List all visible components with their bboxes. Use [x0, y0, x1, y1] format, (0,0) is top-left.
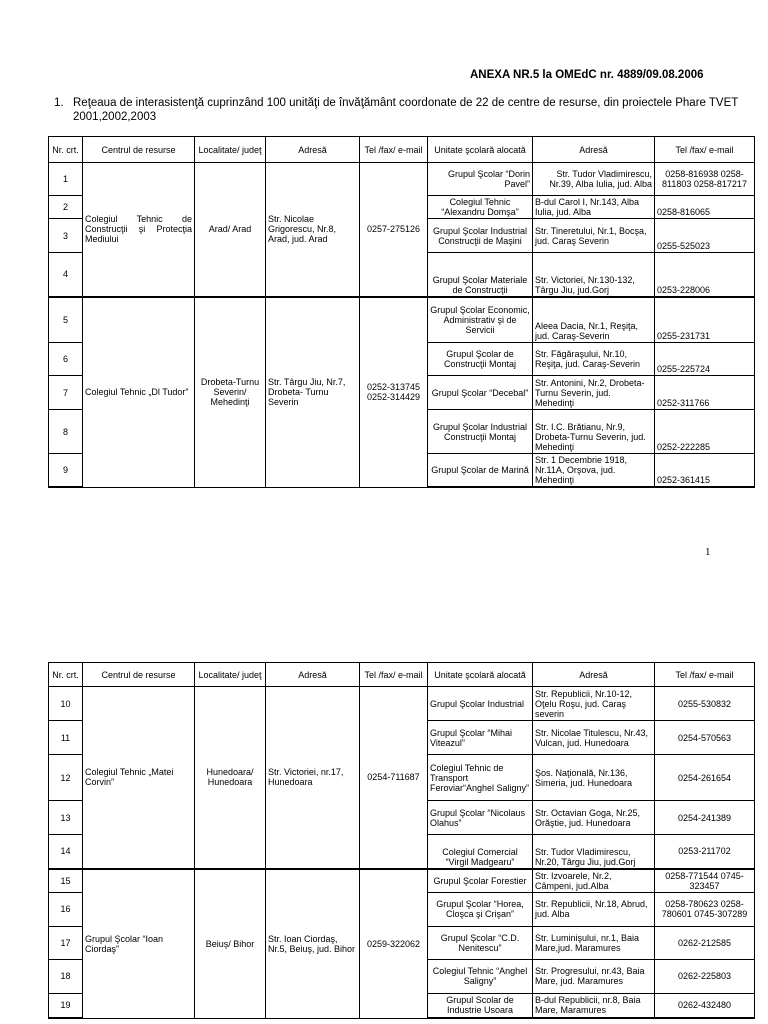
- resource-center: Grupul Şcolar “Ioan Ciordaş”: [83, 869, 195, 1019]
- school-unit: Colegiul Comercial “Virgil Madgearu”: [428, 835, 533, 869]
- school-address: Str. Octavian Goga, Nr.25, Orăştie, jud. Hunedoara: [533, 801, 655, 835]
- school-unit: Grupul Şcolar Industrial Construcţii de Maşini: [428, 219, 533, 253]
- resource-address: Str. Târgu Jiu, Nr.7, Drobeta- Turnu Severin: [266, 297, 360, 488]
- header-tel: Tel /fax/ e-mail: [360, 663, 428, 687]
- school-phone: 0252-222285: [655, 410, 755, 454]
- header-adresa-unitate: Adresă: [533, 663, 655, 687]
- school-address: B-dul Republicii, nr.8, Baia Mare, Maramures: [533, 993, 655, 1018]
- resource-phone: 0257-275126: [360, 163, 428, 297]
- school-unit: Grupul Şcolar “Nicolaus Olahus”: [428, 801, 533, 835]
- resource-network-table-2: [48, 662, 755, 1019]
- row-nr: 8: [49, 410, 83, 454]
- school-address: B-dul Carol I, Nr.143, Alba Iulia, jud. Alba: [533, 196, 655, 219]
- school-unit: Grupul Şcolar Forestier: [428, 869, 533, 893]
- school-address: Str. Antonini, Nr.2, Drobeta-Turnu Severin, jud. Mehedinţi: [533, 376, 655, 410]
- school-address: Str. Luminişului, nr.1, Baia Mare,jud. Maramures: [533, 926, 655, 959]
- school-unit: Colegiul Tehnic de Transport Feroviar“Anghel Saligny”: [428, 755, 533, 801]
- school-unit: Grupul Şcolar de Construcţii Montaj: [428, 343, 533, 376]
- row-nr: 16: [49, 892, 83, 926]
- row-nr: 10: [49, 687, 83, 721]
- school-address: Str. Nicolae Titulescu, Nr.43, Vulcan, jud. Hunedoara: [533, 721, 655, 755]
- header-tel-unitate: Tel /fax/ e-mail: [655, 137, 755, 163]
- header-adresa-unitate: Adresă: [533, 137, 655, 163]
- header-adresa: Adresă: [266, 137, 360, 163]
- school-phone: 0254-570563: [655, 721, 755, 755]
- table-header-row: [49, 137, 755, 163]
- school-unit: Grupul Şcolar “Mihai Viteazul”: [428, 721, 533, 755]
- row-nr: 6: [49, 343, 83, 376]
- row-nr: 1: [49, 163, 83, 196]
- resource-address: Str. Ioan Ciordaş, Nr.5, Beiuş, jud. Bihor: [266, 869, 360, 1019]
- school-address: Str. Republicii, Nr.10-12, Oţelu Roşu, jud. Caraş severin: [533, 687, 655, 721]
- resource-locality: Arad/ Arad: [195, 163, 266, 297]
- school-phone: 0255-231731: [655, 297, 755, 343]
- school-phone: 0258-771544 0745-323457: [655, 869, 755, 893]
- school-unit: Grupul Şcolar “Decebal”: [428, 376, 533, 410]
- school-phone: 0258-780623 0258-780601 0745-307289: [655, 892, 755, 926]
- school-phone: 0262-212585: [655, 926, 755, 959]
- school-unit: Colegiul Tehnic “Alexandru Domşa”: [428, 196, 533, 219]
- row-nr: 11: [49, 721, 83, 755]
- school-phone: 0262-225803: [655, 959, 755, 993]
- school-address: Str. Izvoarele, Nr.2, Câmpeni, jud.Alba: [533, 869, 655, 893]
- school-phone: 0254-241389: [655, 801, 755, 835]
- resource-locality: Drobeta-Turnu Severin/ Mehedinţi: [195, 297, 266, 488]
- school-unit: Grupul Şcolar “C.D. Nenitescu”: [428, 926, 533, 959]
- school-phone: 0252-361415: [655, 454, 755, 488]
- school-phone: 0253-228006: [655, 253, 755, 297]
- table-row: [49, 297, 755, 343]
- resource-phone: 0254-711687: [360, 687, 428, 869]
- school-unit: Grupul Şcolar “Horea, Cloşca şi Crişan”: [428, 892, 533, 926]
- row-nr: 14: [49, 835, 83, 869]
- school-unit: Grupul Şcolar “Dorin Pavel”: [428, 163, 533, 196]
- resource-center: Colegiul Tehnic „Dl Tudor”: [83, 297, 195, 488]
- annex-title: ANEXA NR.5 la OMEdC nr. 4889/09.08.2006: [470, 69, 704, 81]
- header-localitate: Localitate/ judeţ: [195, 663, 266, 687]
- school-address: Str. Progresului, nr.43, Baia Mare, jud. Maramures: [533, 959, 655, 993]
- page-number: 1: [705, 546, 711, 558]
- resource-network-table-1: [48, 136, 755, 488]
- intro-paragraph: [54, 96, 744, 124]
- resource-address: Str. Nicolae Grigorescu, Nr.8, Arad, jud. Arad: [266, 163, 360, 297]
- school-unit: Grupul Şcolar de Marină: [428, 454, 533, 488]
- school-phone: 0252-311766: [655, 376, 755, 410]
- header-localitate: Localitate/ judeţ: [195, 137, 266, 163]
- table-row: [49, 163, 755, 196]
- school-address: Str. Republicii, Nr.18, Abrud, jud. Alba: [533, 892, 655, 926]
- header-adresa: Adresă: [266, 663, 360, 687]
- resource-phone: 0259-322062: [360, 869, 428, 1019]
- header-nr: Nr. crt.: [49, 663, 83, 687]
- school-address: Aleea Dacia, Nr.1, Reşiţa, jud. Caraş-Severin: [533, 297, 655, 343]
- school-phone: 0254-261654: [655, 755, 755, 801]
- row-nr: 7: [49, 376, 83, 410]
- header-unitate: Unitate şcolară alocată: [428, 137, 533, 163]
- school-phone: 0258-816938 0258-811803 0258-817217: [655, 163, 755, 196]
- school-phone: 0253-211702: [655, 835, 755, 869]
- table-row: [49, 687, 755, 721]
- header-nr: Nr. crt.: [49, 137, 83, 163]
- header-unitate: Unitate şcolară alocată: [428, 663, 533, 687]
- school-address: Str. Tudor Vladimirescu, Nr.39, Alba Iulia, jud. Alba: [533, 163, 655, 196]
- school-unit: Grupul Şcolar Industrial: [428, 687, 533, 721]
- intro-text: Reţeaua de interasistenţă cuprinzând 100 unităţi de învăţământ coordonate de 22 de centre de resurse, din proiectele Phare TVET 2001,2002,2003: [73, 97, 739, 123]
- school-phone: 0255-525023: [655, 219, 755, 253]
- row-nr: 19: [49, 993, 83, 1018]
- school-address: Str. Tineretului, Nr.1, Bocşa, jud. Caraş Severin: [533, 219, 655, 253]
- resource-phone: 0252-313745 0252-314429: [360, 297, 428, 488]
- header-tel-unitate: Tel /fax/ e-mail: [655, 663, 755, 687]
- resource-center: Colegiul Tehnic de Construcţii şi Protecţia Mediului: [83, 163, 195, 297]
- school-address: Str. Tudor Vladimirescu, Nr.20, Târgu Jiu, jud.Gorj: [533, 835, 655, 869]
- row-nr: 2: [49, 196, 83, 219]
- row-nr: 12: [49, 755, 83, 801]
- row-nr: 4: [49, 253, 83, 297]
- school-phone: 0255-530832: [655, 687, 755, 721]
- header-centru: Centrul de resurse: [83, 663, 195, 687]
- school-phone: 0262-432480: [655, 993, 755, 1018]
- header-tel: Tel /fax/ e-mail: [360, 137, 428, 163]
- row-nr: 17: [49, 926, 83, 959]
- row-nr: 13: [49, 801, 83, 835]
- header-centru: Centrul de resurse: [83, 137, 195, 163]
- resource-center: Colegiul Tehnic „Matei Corvin”: [83, 687, 195, 869]
- row-nr: 5: [49, 297, 83, 343]
- school-address: Str. Făgăraşului, Nr.10, Reşiţa, jud. Caraş-Severin: [533, 343, 655, 376]
- row-nr: 15: [49, 869, 83, 893]
- resource-locality: Hunedoara/ Hunedoara: [195, 687, 266, 869]
- resource-address: Str. Victoriei, nr.17, Hunedoara: [266, 687, 360, 869]
- school-unit: Grupul Scolar de Industrie Usoara: [428, 993, 533, 1018]
- school-phone: 0255-225724: [655, 343, 755, 376]
- school-unit: Grupul Şcolar Materiale de Construcţii: [428, 253, 533, 297]
- school-address: Şos. Naţională, Nr.136, Simeria, jud. Hunedoara: [533, 755, 655, 801]
- row-nr: 3: [49, 219, 83, 253]
- school-unit: Grupul Şcolar Economic, Administrativ şi de Servicii: [428, 297, 533, 343]
- table-header-row: [49, 663, 755, 687]
- school-unit: Colegiul Tehnic “Anghel Saligny”: [428, 959, 533, 993]
- school-phone: 0258-816065: [655, 196, 755, 219]
- row-nr: 9: [49, 454, 83, 488]
- row-nr: 18: [49, 959, 83, 993]
- table-row: [49, 869, 755, 893]
- school-address: Str. I.C. Brătianu, Nr.9, Drobeta-Turnu Severin, jud. Mehedinţi: [533, 410, 655, 454]
- intro-number: 1.: [54, 97, 64, 109]
- resource-locality: Beiuş/ Bihor: [195, 869, 266, 1019]
- school-address: Str. 1 Decembrie 1918, Nr.11A, Orşova, jud. Mehedinţi: [533, 454, 655, 488]
- school-address: Str. Victoriei, Nr.130-132, Târgu Jiu, jud.Gorj: [533, 253, 655, 297]
- school-unit: Grupul Şcolar Industrial Construcţii Montaj: [428, 410, 533, 454]
